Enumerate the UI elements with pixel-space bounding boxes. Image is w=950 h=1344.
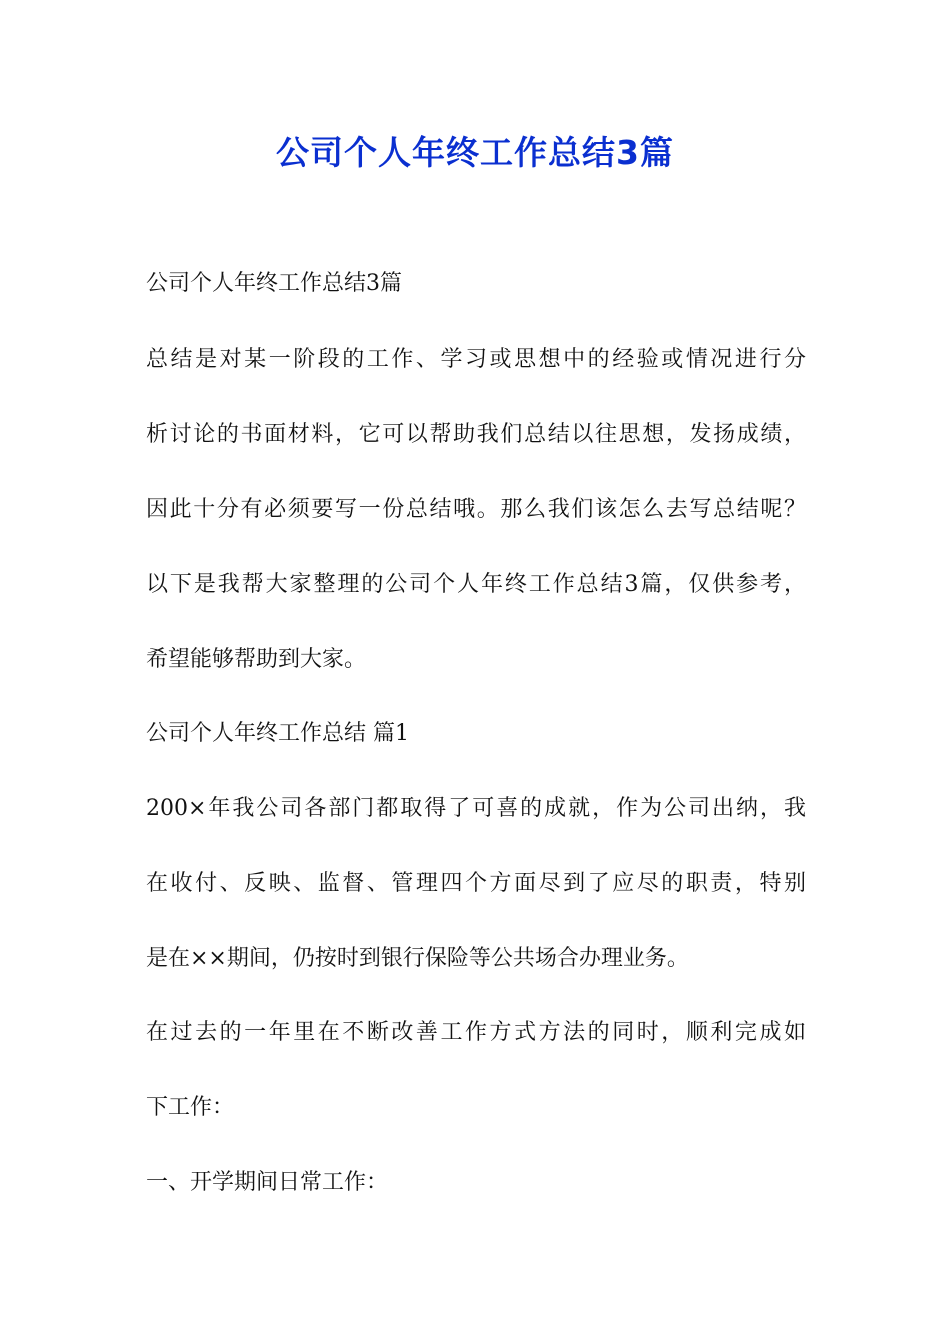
subtitle-line: 公司个人年终工作总结3篇 <box>146 271 402 296</box>
section-heading: 公司个人年终工作总结 篇1 <box>146 721 409 746</box>
paragraph-line: 希望能够帮助到大家。 <box>146 647 367 672</box>
paragraph-line: 析讨论的书面材料，它可以帮助我们总结以往思想，发扬成绩， <box>146 422 806 447</box>
paragraph-line: 是在××期间，仍按时到银行保险等公共场合办理业务。 <box>146 946 689 971</box>
list-heading: 一、开学期间日常工作： <box>146 1170 389 1195</box>
paragraph-line: 以下是我帮大家整理的公司个人年终工作总结3篇，仅供参考， <box>146 572 806 597</box>
paragraph-line: 在收付、反映、监督、管理四个方面尽到了应尽的职责，特别 <box>146 871 806 896</box>
document-title: 公司个人年终工作总结3篇 <box>276 133 674 172</box>
paragraph-line: 在过去的一年里在不断改善工作方式方法的同时，顺利完成如 <box>146 1020 806 1045</box>
paragraph-line: 总结是对某一阶段的工作、学习或思想中的经验或情况进行分 <box>146 347 806 372</box>
paragraph-line: 因此十分有必须要写一份总结哦。那么我们该怎么去写总结呢？ <box>146 497 806 522</box>
paragraph-line: 下工作： <box>146 1095 235 1120</box>
paragraph-line: 200×年我公司各部门都取得了可喜的成就，作为公司出纳，我 <box>146 796 806 821</box>
